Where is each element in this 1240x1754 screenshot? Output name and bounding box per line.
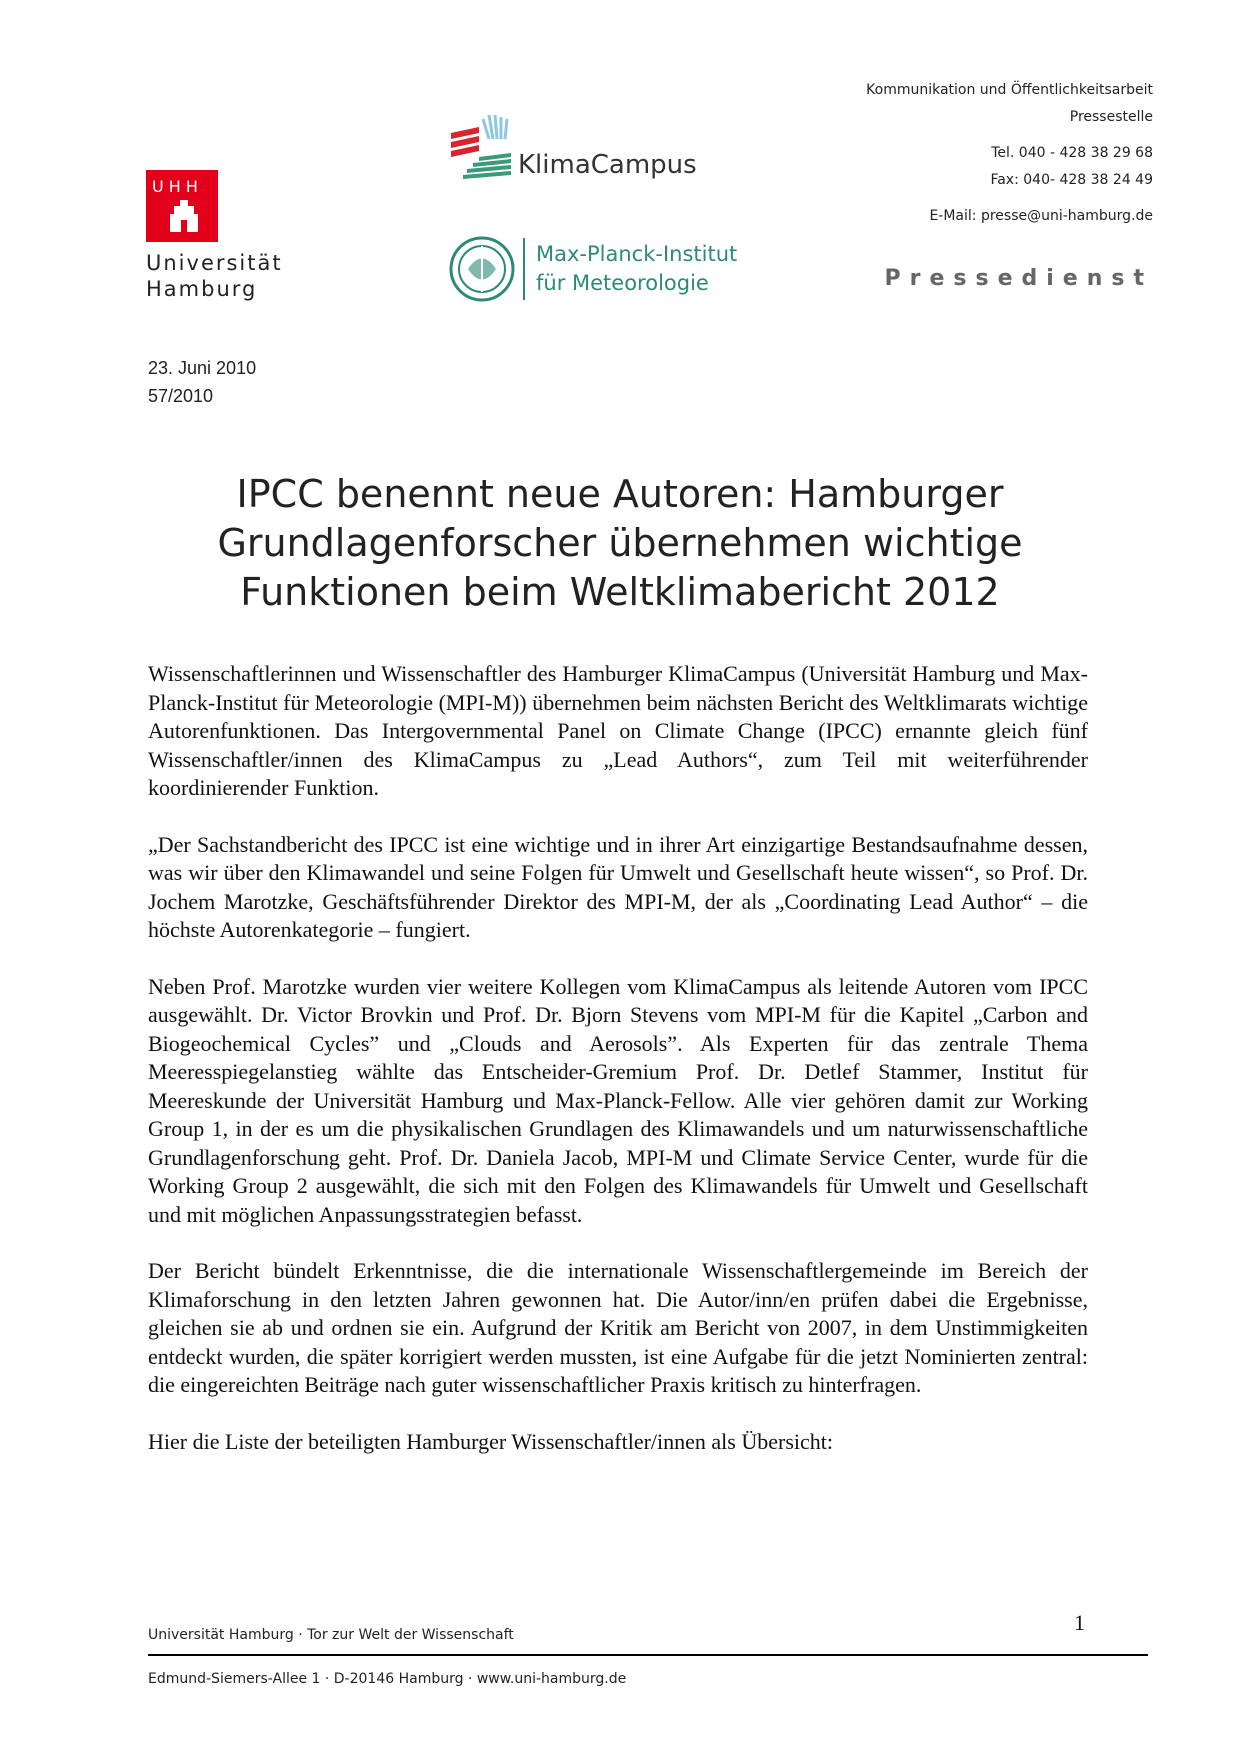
klimacampus-logo (449, 113, 515, 196)
uhh-wordmark (146, 250, 283, 302)
release-number: 57/2010 (148, 386, 214, 406)
paragraph-3: Neben Prof. Marotzke wurden vier weitere Kollegen vom KlimaCampus als leitende Autoren vom IPCC ausgewählt. Dr. Victor Brovkin und Prof. Dr. Bjorn Stevens vom MPI-M für die Kapitel „Carbon and Biogeochemical Cycles” und „Clouds and Aerosols”. Als Experten für das zentrale Thema Meeresspiegelanstieg wählte das Entscheider-Gremium Prof. Dr. Detlef Stammer, Institut für Meereskunde der Universität Hamburg und Max-Planck-Fellow. Alle vier gehören damit zur Working Group 1, in der es um die physikalischen Grundlagen des Klimawandels und um naturwissenschaftliche Grundlagenforschung geht. Prof. Dr. Daniela Jacob, MPI-M und Climate Service Center, wurde für die Working Group 2 ausgewählt, die sich mit den Folgen des Klimawandels für Umwelt und Gesellschaft und mit möglichen Anpassungsstrategien befasst. (148, 973, 1088, 1227)
department-label: Kommunikation und Öffentlichkeitsarbeit (866, 82, 1153, 98)
mpi-logo (448, 234, 530, 309)
press-contact-block (866, 77, 1153, 230)
uhh-line1: Universität (146, 251, 283, 275)
paragraph-1: Wissenschaftlerinnen und Wissenschaftler des Hamburger KlimaCampus (Universität Hamburg und Max-Planck-Institut für Meteorologie (MPI-M)) übernehmen beim nächsten Bericht des Weltklimarats wichtige Autorenfunktionen. Das Intergovernmental Panel on Climate Change (IPCC) ernannte gleich fünf Wissenschaftler/innen des KlimaCampus zu „Lead Authors“, zum Teil mit weiterführender koordinierender Funktion. (148, 661, 1088, 800)
paragraph-5: Hier die Liste der beteiligten Hamburger Wissenschaftler/innen als Übersicht: (148, 1428, 833, 1454)
title-line-3: Funktionen beim Weltklimabericht 2012 (240, 570, 1000, 614)
klimacampus-mark-icon (449, 113, 515, 191)
uhh-logo (146, 170, 218, 247)
uhh-line2: Hamburg (146, 277, 258, 301)
footer-tagline: Universität Hamburg · Tor zur Welt der Wissenschaft (148, 1627, 514, 1643)
pressedienst-label: Pressedienst (884, 266, 1153, 291)
paragraph-2: „Der Sachstandbericht des IPCC ist eine wichtige und in ihrer Art einzigartige Bestandsaufnahme dessen, was wir über den Klimawandel und seine Folgen für Umwelt und Gesellschaft heute wissen“, so Prof. Dr. Jochem Marotzke, Geschäftsführender Direktor des MPI-M, der als „Coordinating Lead Author“ – die höchste Autorenkategorie – fungiert. (148, 831, 1088, 942)
mpi-line1: Max-Planck-Institut (536, 242, 738, 266)
office-label: Pressestelle (1069, 109, 1153, 125)
release-meta (148, 354, 256, 410)
page-number: 1 (1074, 1610, 1085, 1635)
title-line-1: IPCC benennt neue Autoren: Hamburger (236, 472, 1004, 516)
klimacampus-wordmark: KlimaCampus (518, 150, 697, 180)
footer-address: Edmund-Siemers-Allee 1 · D-20146 Hamburg · www.uni-hamburg.de (148, 1671, 627, 1687)
mpi-globe-icon (448, 234, 530, 304)
uhh-mark-text: U H H (152, 177, 198, 196)
paragraph-4: Der Bericht bündelt Erkenntnisse, die die internationale Wissenschaftlergemeinde im Bereich der Klimaforschung in den letzten Jahren gewonnen hat. Die Autor/inn/en prüfen dabei die Ergebnisse, gleichen sie ab und ordnen sie ein. Aufgrund der Kritik am Bericht von 2007, in dem Unstimmigkeiten entdeckt wurden, die später korrigiert werden mussten, ist eine Aufgabe für die jetzt Nominierten zentral: die eingereichten Beiträge nach guter wissenschaftlicher Praxis kritisch zu hinterfragen. (148, 1258, 1088, 1397)
release-date: 23. Juni 2010 (148, 358, 257, 378)
footer-divider (148, 1654, 1148, 1656)
mpi-wordmark (536, 240, 737, 298)
email-address[interactable]: E-Mail: presse@uni-hamburg.de (929, 208, 1153, 224)
phone-number: Tel. 040 - 428 38 29 68 (991, 145, 1153, 161)
title-line-2: Grundlagenforscher übernehmen wichtige (217, 521, 1023, 565)
article-body (148, 660, 1088, 1484)
mpi-line2: für Meteorologie (536, 271, 709, 295)
page-title (160, 470, 1080, 617)
fax-number: Fax: 040- 428 38 24 49 (990, 172, 1153, 188)
uhh-crest-icon (146, 170, 218, 242)
